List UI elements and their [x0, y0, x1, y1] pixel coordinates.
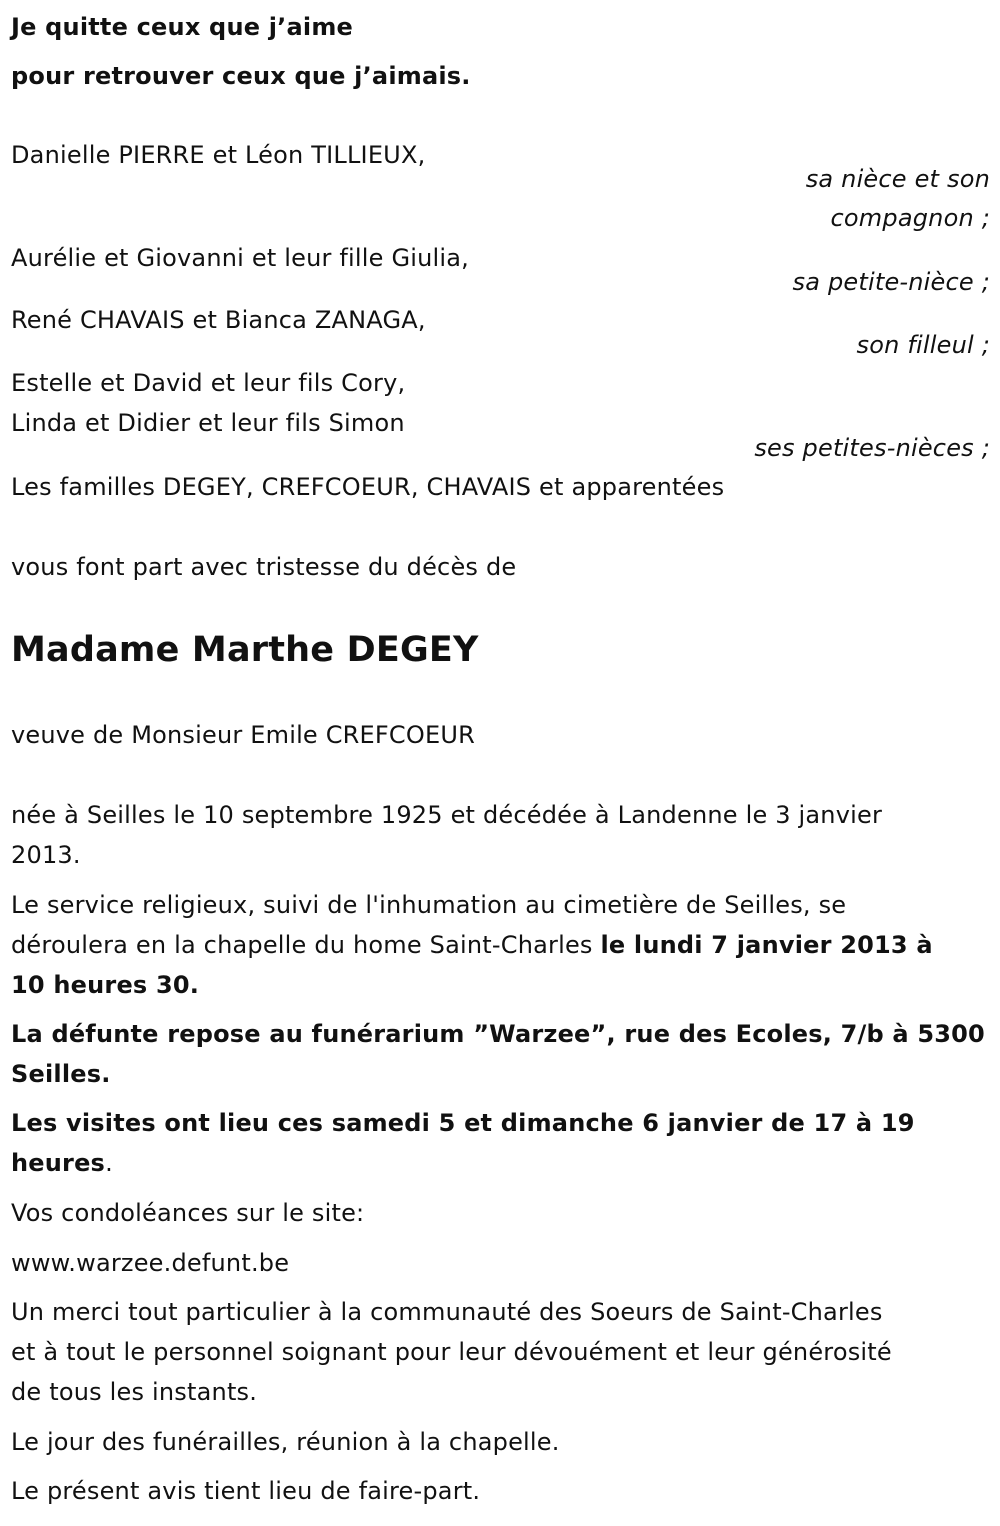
family-names: Les familles DEGEY, CREFCOEUR, CHAVAIS et apparentées — [11, 473, 725, 501]
service-time: 10 heures 30. — [11, 971, 200, 999]
visits-line — [11, 1143, 113, 1183]
funeral-day-line: Le jour des funérailles, réunion à la chapelle. — [11, 1428, 560, 1456]
thanks-line: Un merci tout particulier à la communauté des Soeurs de Saint-Charles — [11, 1298, 883, 1326]
thanks-line: de tous les instants. — [11, 1378, 258, 1406]
family-relation: ses petites-nièces ; — [754, 434, 990, 462]
family-relation: son filleul ; — [856, 331, 990, 359]
condolences-line: Vos condoléances sur le site: — [11, 1199, 365, 1227]
visits-line: Les visites ont lieu ces samedi 5 et dimanche 6 janvier de 17 à 19 — [11, 1109, 915, 1137]
epigraph-line: Je quitte ceux que j’aime — [11, 13, 354, 41]
service-line: Le service religieux, suivi de l'inhumation au cimetière de Seilles, se — [11, 891, 847, 919]
service-text: déroulera en la chapelle du home Saint-Charles — [11, 931, 601, 959]
epigraph-line: pour retrouver ceux que j’aimais. — [11, 62, 471, 90]
family-relation: sa nièce et son — [805, 165, 990, 193]
family-names: Estelle et David et leur fils Cory, — [11, 369, 406, 397]
rest-line: Seilles. — [11, 1060, 111, 1088]
deceased-name: Madame Marthe DEGEY — [11, 630, 479, 670]
announcement: vous font part avec tristesse du décès de — [11, 553, 517, 581]
family-names: René CHAVAIS et Bianca ZANAGA, — [11, 306, 426, 334]
birth-death-line: née à Seilles le 10 septembre 1925 et décédée à Landenne le 3 janvier — [11, 801, 883, 829]
family-names: Linda et Didier et leur fils Simon — [11, 409, 405, 437]
website-link[interactable]: www.warzee.defunt.be — [11, 1249, 290, 1277]
visits-text: heures — [11, 1149, 106, 1177]
service-date: le lundi 7 janvier 2013 à — [600, 931, 933, 959]
family-names: Aurélie et Giovanni et leur fille Giulia, — [11, 244, 469, 272]
visits-text: . — [105, 1149, 113, 1177]
birth-death-line: 2013. — [11, 841, 81, 869]
family-relation: compagnon ; — [830, 204, 990, 232]
rest-line: La défunte repose au funérarium ”Warzee”, rue des Ecoles, 7/b à 5300 — [11, 1020, 985, 1048]
widow-line: veuve de Monsieur Emile CREFCOEUR — [11, 721, 475, 749]
family-names: Danielle PIERRE et Léon TILLIEUX, — [11, 141, 426, 169]
thanks-line: et à tout le personnel soignant pour leur dévouément et leur générosité — [11, 1338, 892, 1366]
family-relation: sa petite-nièce ; — [792, 268, 990, 296]
notice-line: Le présent avis tient lieu de faire-part. — [11, 1477, 481, 1505]
service-line — [11, 925, 933, 965]
